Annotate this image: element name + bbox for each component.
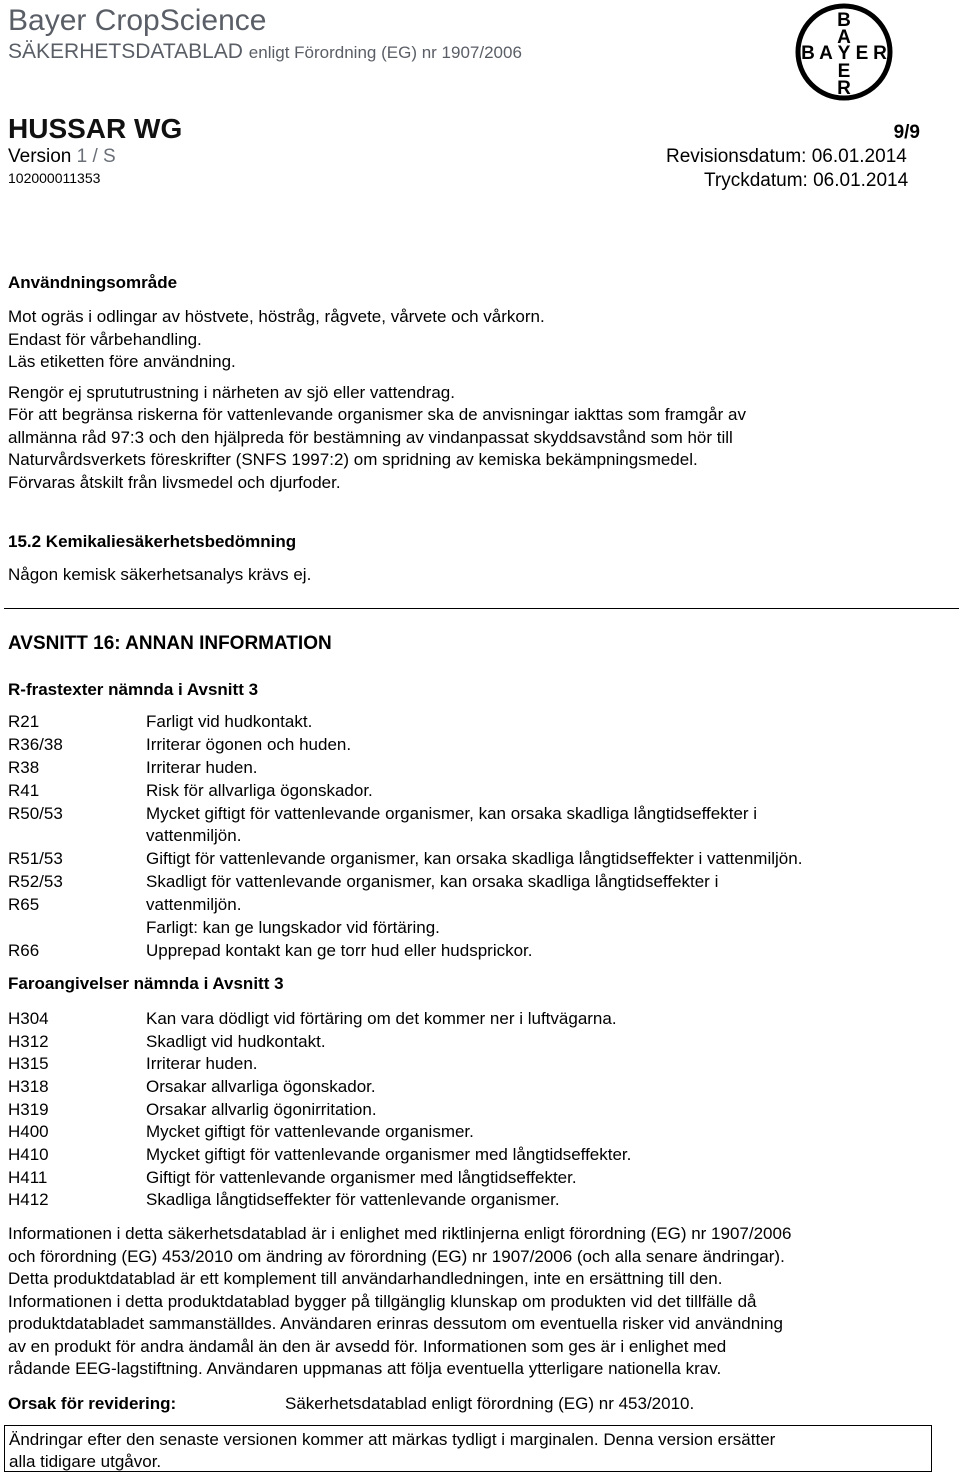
r-text: Upprepad kontakt kan ge torr hud eller hudsprickor. [146,941,533,960]
logo-letter-e: E [855,43,869,64]
document-number: 102000011353 [8,170,101,186]
h-code: H315 [8,1054,49,1073]
logo-letter-b-top: B [837,10,851,31]
h-text: Mycket giftigt för vattenlevande organismer. [146,1122,474,1141]
logo-letter-b-left: B [801,43,815,64]
h-text: Skadligt vid hudkontakt. [146,1032,326,1051]
version-value: 1 / S [76,146,116,167]
r-text: Skadligt för vattenlevande organismer, kan orsaka skadliga långtidseffekter i [146,872,719,891]
logo-letter-a: A [819,43,833,64]
info-line: Detta produktdatablad är ett komplement till användarhandledningen, inte en ersättning till den. [8,1269,723,1288]
r-text: Irriterar huden. [146,758,258,777]
usage-line: Läs etiketten före användning. [8,352,236,371]
h-text: Kan vara dödligt vid förtäring om det kommer ner i luftvägarna. [146,1009,617,1028]
usage-line: Rengör ej sprututrustning i närheten av sjö eller vattendrag. [8,382,455,402]
h-code: H312 [8,1032,49,1051]
usage-heading: Användningsområde [8,273,178,292]
h-code: H411 [8,1168,48,1187]
logo-letter-r-bottom: R [837,78,851,99]
product-name: HUSSAR WG [8,113,183,144]
r-text: vattenmiljön. [146,895,242,914]
r-code: R38 [8,758,40,777]
usage-line: Naturvårdsverkets föreskrifter (SNFS 1997:2) om spridning av kemiska bekämpningsmedel. [8,450,698,469]
version [8,146,116,168]
chem-safety-heading: 15.2 Kemikaliesäkerhetsbedömning [8,532,297,551]
r-text: Mycket giftigt för vattenlevande organismer, kan orsaka skadliga långtidseffekter i [146,804,758,823]
logo-letter-e-bottom: E [837,61,851,82]
r-text: vattenmiljön. [146,826,242,845]
notice-line: Ändringar efter den senaste versionen kommer att märkas tydligt i marginalen. Denna version ersätter [9,1430,776,1449]
r-code: R66 [8,941,40,960]
h-text: Orsakar allvarliga ögonskador. [146,1077,376,1096]
company-name: Bayer CropScience [8,4,267,37]
r-code: R41 [8,781,40,800]
info-line: Informationen i detta säkerhetsdatablad är i enlighet med riktlinjerna enligt förordning (EG) nr 1907/2006 [8,1224,792,1243]
info-line: och förordning (EG) 453/2010 om ändring av förordning (EG) nr 1907/2006 (och alla senare ändringar). [8,1246,785,1266]
h-text: Mycket giftigt för vattenlevande organismer med långtidseffekter. [146,1145,632,1164]
logo-letter-y: Y [837,43,851,64]
section16-heading: AVSNITT 16: ANNAN INFORMATION [8,633,332,654]
h-code: H319 [8,1100,49,1119]
r-code: R36/38 [8,735,63,754]
changes-notice-box [4,1425,932,1472]
info-line: Informationen i detta produktdatablad bygger på tillgänglig klunskap om produkten vid det tillfälle då [8,1291,757,1311]
page-number: 9/9 [893,122,920,143]
usage-line: Endast för vårbehandling. [8,329,202,349]
r-text: Farligt vid hudkontakt. [146,712,313,731]
h-code: H412 [8,1190,49,1209]
r-phrases-heading: R-frastexter nämnda i Avsnitt 3 [8,680,259,699]
h-statements-heading: Faroangivelser nämnda i Avsnitt 3 [8,974,284,993]
r-text: Farligt: kan ge lungskador vid förtäring. [146,918,440,937]
h-code: H304 [8,1009,49,1028]
h-text: Skadliga långtidseffekter för vattenlevande organismer. [146,1190,560,1209]
usage-line: Förvaras åtskilt från livsmedel och djurfoder. [8,472,341,492]
logo-letter-r-right: R [873,43,887,64]
document-title [8,40,522,64]
chem-safety-text: Någon kemisk säkerhetsanalys krävs ej. [8,565,312,584]
h-code: H318 [8,1077,49,1096]
r-code: R52/53 [8,872,63,891]
print-date: Tryckdatum: 06.01.2014 [704,170,909,191]
usage-line: För att begränsa riskerna för vattenlevande organismer ska de anvisningar iakttas som framgår av [8,405,746,424]
h-text: Giftigt för vattenlevande organismer med långtidseffekter. [146,1168,577,1187]
info-line: rådande EEG-lagstiftning. Användaren uppmanas att följa eventuella ytterligare nationella krav. [8,1359,722,1378]
version-label: Version [8,146,72,167]
h-code: H400 [8,1122,49,1141]
section-divider [4,608,959,609]
doc-regulation: enligt Förordning (EG) nr 1907/2006 [248,43,522,62]
h-text: Orsakar allvarlig ögonirritation. [146,1100,377,1119]
h-text: Irriterar huden. [146,1054,258,1073]
bayer-logo [792,0,896,104]
r-code: R21 [8,712,40,731]
revision-reason-label: Orsak för revidering: [8,1394,177,1413]
h-code: H410 [8,1145,49,1164]
doc-title-main: SÄKERHETSDATABLAD [8,40,243,63]
usage-line: Mot ogräs i odlingar av höstvete, höstråg, rågvete, vårvete och vårkorn. [8,307,545,326]
revision-date: Revisionsdatum: 06.01.2014 [666,146,907,167]
info-line: produktdatabladet sammanställdes. Användaren erinras dessutom om eventuella risker vid användning [8,1314,783,1333]
r-code: R65 [8,895,40,914]
logo-letter-a-top: A [837,27,851,48]
r-text: Risk för allvarliga ögonskador. [146,781,373,800]
notice-line: alla tidigare utgåvor. [9,1452,162,1471]
r-code: R50/53 [8,804,63,823]
info-paragraph [8,1223,928,1381]
usage-line: allmänna råd 97:3 och den hjälpreda för bestämning av vindanpassat skyddsavstånd som hör till [8,427,733,447]
revision-reason-value: Säkerhetsdatablad enligt förordning (EG) nr 453/2010. [285,1394,695,1413]
r-text: Giftigt för vattenlevande organismer, kan orsaka skadliga långtidseffekter i vattenmiljön. [146,849,803,868]
usage-text [8,306,928,494]
info-line: av en produkt för andra ändamål än den är avsedd för. Informationen som ges är i enlighet med [8,1336,727,1356]
r-code: R51/53 [8,849,63,868]
r-text: Irriterar ögonen och huden. [146,735,352,754]
